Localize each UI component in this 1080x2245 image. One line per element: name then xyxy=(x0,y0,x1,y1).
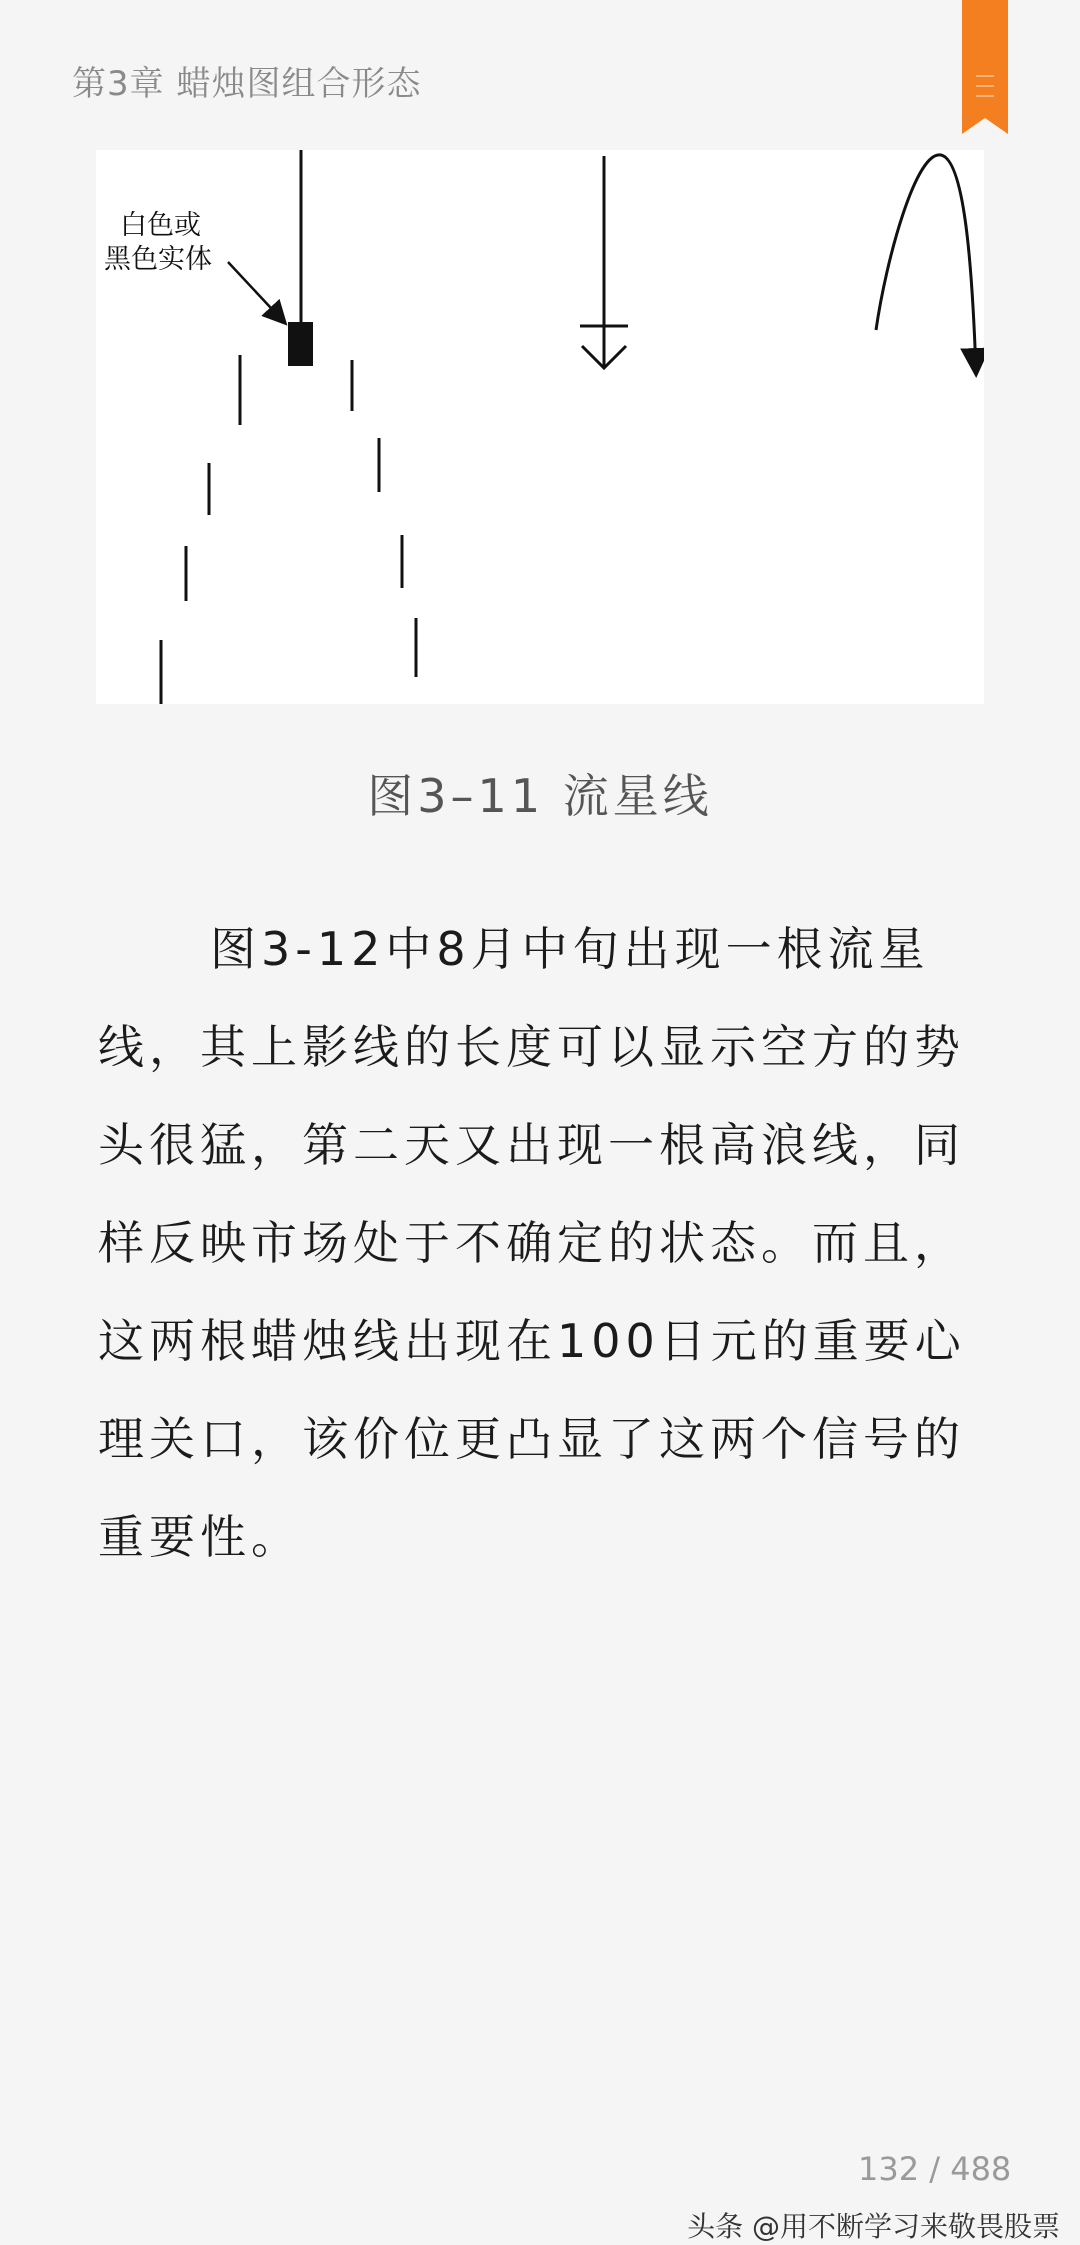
callout-arrow xyxy=(228,262,284,322)
figure-caption: 图3–11 流星线 xyxy=(367,769,713,823)
bookmark-button[interactable] xyxy=(962,0,1008,134)
down-arrow-icon xyxy=(580,156,628,368)
figure-callout-line2: 黑色实体 xyxy=(104,244,212,275)
body-paragraph: 图3-12中8月中旬出现一根流星线，其上影线的长度可以显示空方的势头很猛，第二天又出现一根高浪线，同样反映市场处于不确定的状态。而且，这两根蜡烛线出现在100日元的重要心理关口，该价位更凸显了这两个信号的重要性。 xyxy=(98,922,966,1564)
reversal-arrow-icon xyxy=(876,155,976,372)
chapter-title: 第3章 蜡烛图组合形态 xyxy=(72,64,422,104)
shooting-star-figure xyxy=(96,150,984,704)
shooting-star-body xyxy=(288,322,313,366)
bookmark-ribbon-icon xyxy=(962,0,1008,134)
watermark: 头条 @用不断学习来敬畏股票 xyxy=(687,2210,1060,2243)
page-indicator: 132 / 488 xyxy=(858,2150,1012,2188)
figure-callout-line1: 白色或 xyxy=(120,210,201,241)
